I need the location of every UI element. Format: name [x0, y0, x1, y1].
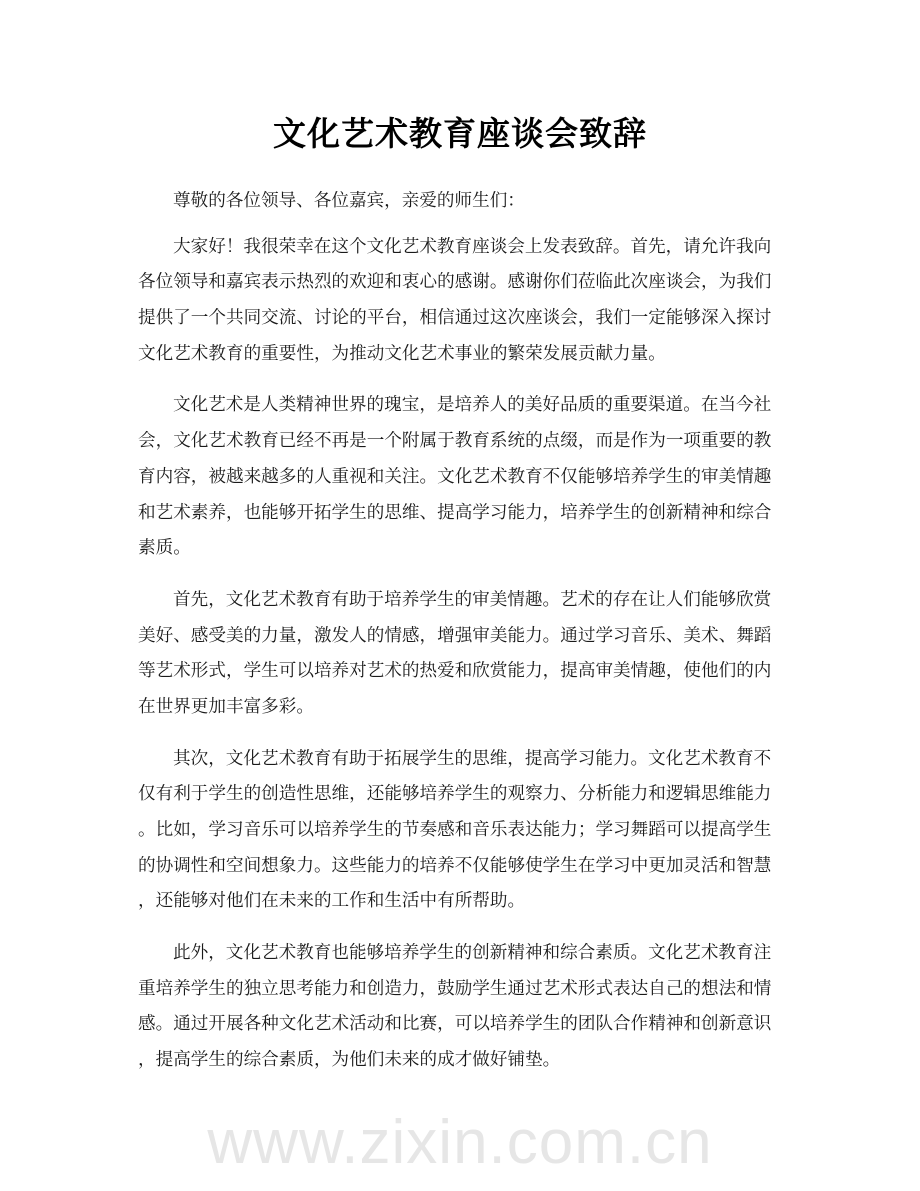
paragraph — [138, 742, 788, 920]
text-line: 素质。 — [138, 538, 191, 559]
text-line: 感。通过开展各种文化艺术活动和比赛，可以培养学生的团队合作精神和创新意识 — [138, 1014, 772, 1035]
text-line: 和艺术素养，也能够开拓学生的思维、提高学习能力，培养学生的创新精神和综合 — [138, 502, 772, 523]
document-body — [138, 184, 788, 1095]
text-line: 重培养学生的独立思考能力和创造力，鼓励学生通过艺术形式表达自己的想法和情 — [138, 978, 772, 999]
text-line: 育内容，被越来越多的人重视和关注。文化艺术教育不仅能够培养学生的审美情趣 — [138, 466, 772, 487]
watermark: www.zixin.com.cn — [207, 1108, 713, 1177]
text-line: 文化艺术是人类精神世界的瑰宝，是培养人的美好品质的重要渠道。在当今社 — [173, 395, 772, 416]
text-line: 等艺术形式，学生可以培养对艺术的热爱和欣赏能力，提高审美情趣，使他们的内 — [138, 661, 772, 682]
text-line: 提供了一个共同交流、讨论的平台，相信通过这次座谈会，我们一定能够深入探讨 — [138, 308, 772, 329]
text-line: 首先，文化艺术教育有助于培养学生的审美情趣。艺术的存在让人们能够欣赏 — [173, 589, 772, 610]
text-line: 大家好！我很荣幸在这个文化艺术教育座谈会上发表致辞。首先，请允许我向 — [173, 236, 772, 257]
text-line: 在世界更加丰富多彩。 — [138, 696, 314, 717]
text-line: 。比如，学习音乐可以培养学生的节奏感和音乐表达能力；学习舞蹈可以提高学生 — [138, 820, 772, 840]
paragraph — [138, 388, 788, 566]
text-line: 各位领导和嘉宾表示热烈的欢迎和衷心的感谢。感谢你们莅临此次座谈会，为我们 — [138, 272, 772, 293]
greeting-paragraph — [138, 184, 788, 220]
paragraph — [138, 936, 788, 1079]
text-line: ，还能够对他们在未来的工作和生活中有所帮助。 — [138, 891, 526, 912]
text-line: 尊敬的各位领导、各位嘉宾，亲爱的师生们： — [173, 191, 525, 211]
document-title: 文化艺术教育座谈会致辞 — [273, 114, 647, 153]
text-line: ，提高学生的综合素质，为他们未来的成才做好铺垫。 — [138, 1050, 561, 1071]
paragraph — [138, 583, 788, 726]
paragraph — [138, 230, 788, 373]
text-line: 此外，文化艺术教育也能够培养学生的创新精神和综合素质。文化艺术教育注 — [173, 943, 772, 964]
text-line: 文化艺术教育的重要性，为推动文化艺术事业的繁荣发展贡献力量。 — [138, 343, 666, 364]
text-line: 会，文化艺术教育已经不再是一个附属于教育系统的点缀，而是作为一项重要的教 — [138, 431, 772, 452]
text-line: 其次，文化艺术教育有助于拓展学生的思维，提高学习能力。文化艺术教育不 — [173, 748, 772, 769]
text-line: 仅有利于学生的创造性思维，还能够培养学生的观察力、分析能力和逻辑思维能力 — [138, 784, 772, 805]
text-line: 美好、感受美的力量，激发人的情感，增强审美能力。通过学习音乐、美术、舞蹈 — [138, 625, 772, 646]
text-line: 的协调性和空间想象力。这些能力的培养不仅能够使学生在学习中更加灵活和智慧 — [138, 855, 772, 876]
